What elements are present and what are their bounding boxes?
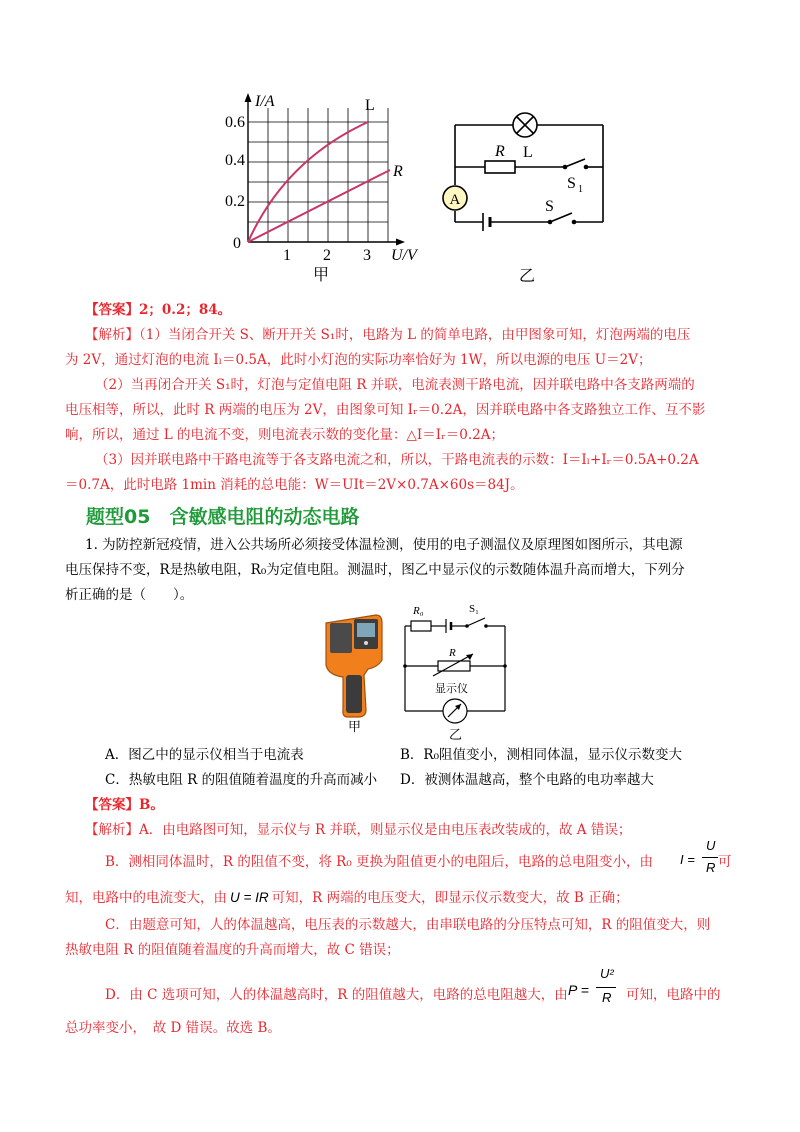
y-tick-0.4: 0.4 (225, 152, 245, 169)
r0-label: R₀ (413, 605, 424, 617)
analysis1-line-4: 电压相等，所以，此时 R 两端的电压为 2V，由图象可知 Iᵣ＝0.2A，因并联电路中各支路独立工作、互不影 (65, 402, 706, 418)
option-d[interactable]: D．被测体温越高，整个电路的电功率越大 (400, 772, 654, 788)
junction-dot-right (503, 664, 507, 668)
x-tick-2: 2 (323, 247, 331, 264)
analysis2-b2 (65, 888, 629, 908)
question-fig-right-caption: 乙 (449, 727, 463, 742)
x-tick-1: 1 (283, 247, 291, 264)
y-tick-0.2: 0.2 (225, 193, 245, 210)
analysis2-b1: B．测相同体温时，R 的阻值不变，将 R₀ 更换为阻值更小的电阻后，电路的总电阻变小，由 (105, 854, 654, 870)
junction-dot-left (403, 664, 407, 668)
analysis1-line-2: 为 2V，通过灯泡的电流 Iₗ＝0.5A，此时小灯泡的实际功率恰好为 1W，所以电源的电压 U＝2V； (65, 352, 652, 368)
option-c[interactable]: C．热敏电阻 R 的阻值随着温度的升高而减小 (105, 772, 378, 788)
origin-label: 0 (233, 235, 241, 252)
infrared-thermometer-icon (326, 615, 382, 717)
option-a[interactable]: A．图乙中的显示仪相当于电流表 (105, 747, 304, 763)
fig1-caption: 甲 (313, 267, 330, 284)
question-line-2: 电压保持不变，R是热敏电阻，R₀为定值电阻。测温时，图乙中显示仪的示数随体温升高而增大，下列分 (65, 562, 685, 578)
r-label: R (449, 647, 456, 659)
analysis1-line-6: （3）因并联电路中干路电流等于各支路电流之和，所以，干路电流表的示数：I＝Iₗ+Iᵣ＝0.5A+0.2A (95, 452, 699, 468)
thermometer-figure (318, 605, 388, 755)
switch-s1-contact-q-2 (484, 624, 488, 628)
graph-grid (248, 108, 388, 242)
switch-s1-contact (563, 165, 568, 170)
analysis2-b2-pre: 知，电路中的电流变大，由 (65, 890, 227, 906)
analysis2-c1: C．由题意可知，人的体温越高，电压表的示数越大，由串联电路的分压特点可知，R 的阻值变大，则 (105, 917, 711, 933)
answer1-line: 【答案】2；0.2；84。 (85, 302, 232, 318)
switch-s-contact (548, 220, 553, 225)
fig2-caption: 乙 (519, 268, 536, 285)
curve-R (248, 170, 390, 242)
analysis1-line-7: ＝0.7A，此时电路 1min 消耗的总电能：W＝UIt＝2V×0.7A×60s＝84J。 (65, 477, 524, 493)
formula-uir: U = IR (230, 890, 269, 905)
lamp-icon (513, 113, 537, 137)
ammeter-icon (443, 186, 467, 210)
switch-label: S (545, 198, 554, 215)
analysis2-d1: D．由 C 选项可知，人的体温越高时，R 的阻值越大，电路的总电阻越大，由 (105, 987, 568, 1003)
switch-s1-contact-q (465, 624, 469, 628)
analysis2-b2-post: 可知，R 两端的电压变大，即显示仪示数变大，故 B 正确； (271, 890, 629, 906)
display-label: 显示仪 (435, 683, 468, 695)
answer2-line: 【答案】B。 (85, 797, 164, 813)
switch1-label: S (567, 175, 576, 192)
x-axis-label: U/V (391, 247, 417, 264)
graph-axes (245, 93, 406, 246)
analysis2-c2: 热敏电阻 R 的阻值随着温度的升高而增大，故 C 错误； (65, 942, 400, 958)
y-tick-0.6: 0.6 (225, 114, 245, 131)
question-fig-left-caption: 甲 (348, 719, 362, 734)
svg-text:A: A (449, 192, 461, 208)
curve-R-label: R (393, 163, 403, 180)
s1-label: S₁ (469, 603, 479, 615)
circuit-diagram-1 (435, 105, 615, 285)
resistor-label: R (495, 143, 505, 160)
formula-power: P = U² R (568, 966, 618, 1014)
curve-L-label: L (365, 97, 375, 114)
circuit-diagram-2 (393, 596, 523, 746)
analysis2-d2: 总功率变小， 故 D 错误。故选 B。 (65, 1020, 281, 1036)
option-b[interactable]: B．R₀阻值变小，测相同体温，显示仪示数变大 (400, 747, 682, 763)
switch-s1-contact-2 (584, 165, 589, 170)
analysis1-line-5: 响，所以，通过 L 的电流不变，则电流表示数的变化量：△I＝Iᵣ＝0.2A； (65, 427, 504, 443)
formula-ohms-law: I = U R (680, 838, 730, 882)
question-line-3: 析正确的是（ ）。 (65, 587, 194, 603)
x-tick-3: 3 (363, 247, 371, 264)
y-axis-label: I/A (255, 93, 275, 110)
lamp-label: L (523, 144, 533, 161)
analysis2-a: 【解析】A．由电路图可知，显示仪与 R 并联，则显示仪是由电压表改装成的，故 A 错误； (85, 822, 632, 838)
analysis2-d1-tail: 可知，电路中的 (626, 987, 721, 1003)
analysis1-line-1: 【解析】（1）当闭合开关 S、断开开关 S₁时，电路为 L 的简单电路，由甲图象可知，灯泡两端的电压 (85, 327, 691, 343)
display-meter-icon (443, 699, 467, 723)
switch1-sub: 1 (578, 184, 583, 195)
analysis2-b1-tail: 可 (718, 854, 732, 870)
switch-s-contact-2 (572, 220, 577, 225)
question-line-1: 1. 为防控新冠疫情，进入公共场所必须接受体温检测，使用的电子测温仪及原理图如图所示，其电源 (85, 537, 683, 553)
iu-graph (225, 90, 435, 285)
section-title: 题型05 含敏感电阻的动态电路 (86, 506, 360, 528)
analysis1-line-3: （2）当再闭合开关 S₁时，灯泡与定值电阻 R 并联，电流表测干路电流，因并联电路中各支路两端的 (95, 377, 695, 393)
